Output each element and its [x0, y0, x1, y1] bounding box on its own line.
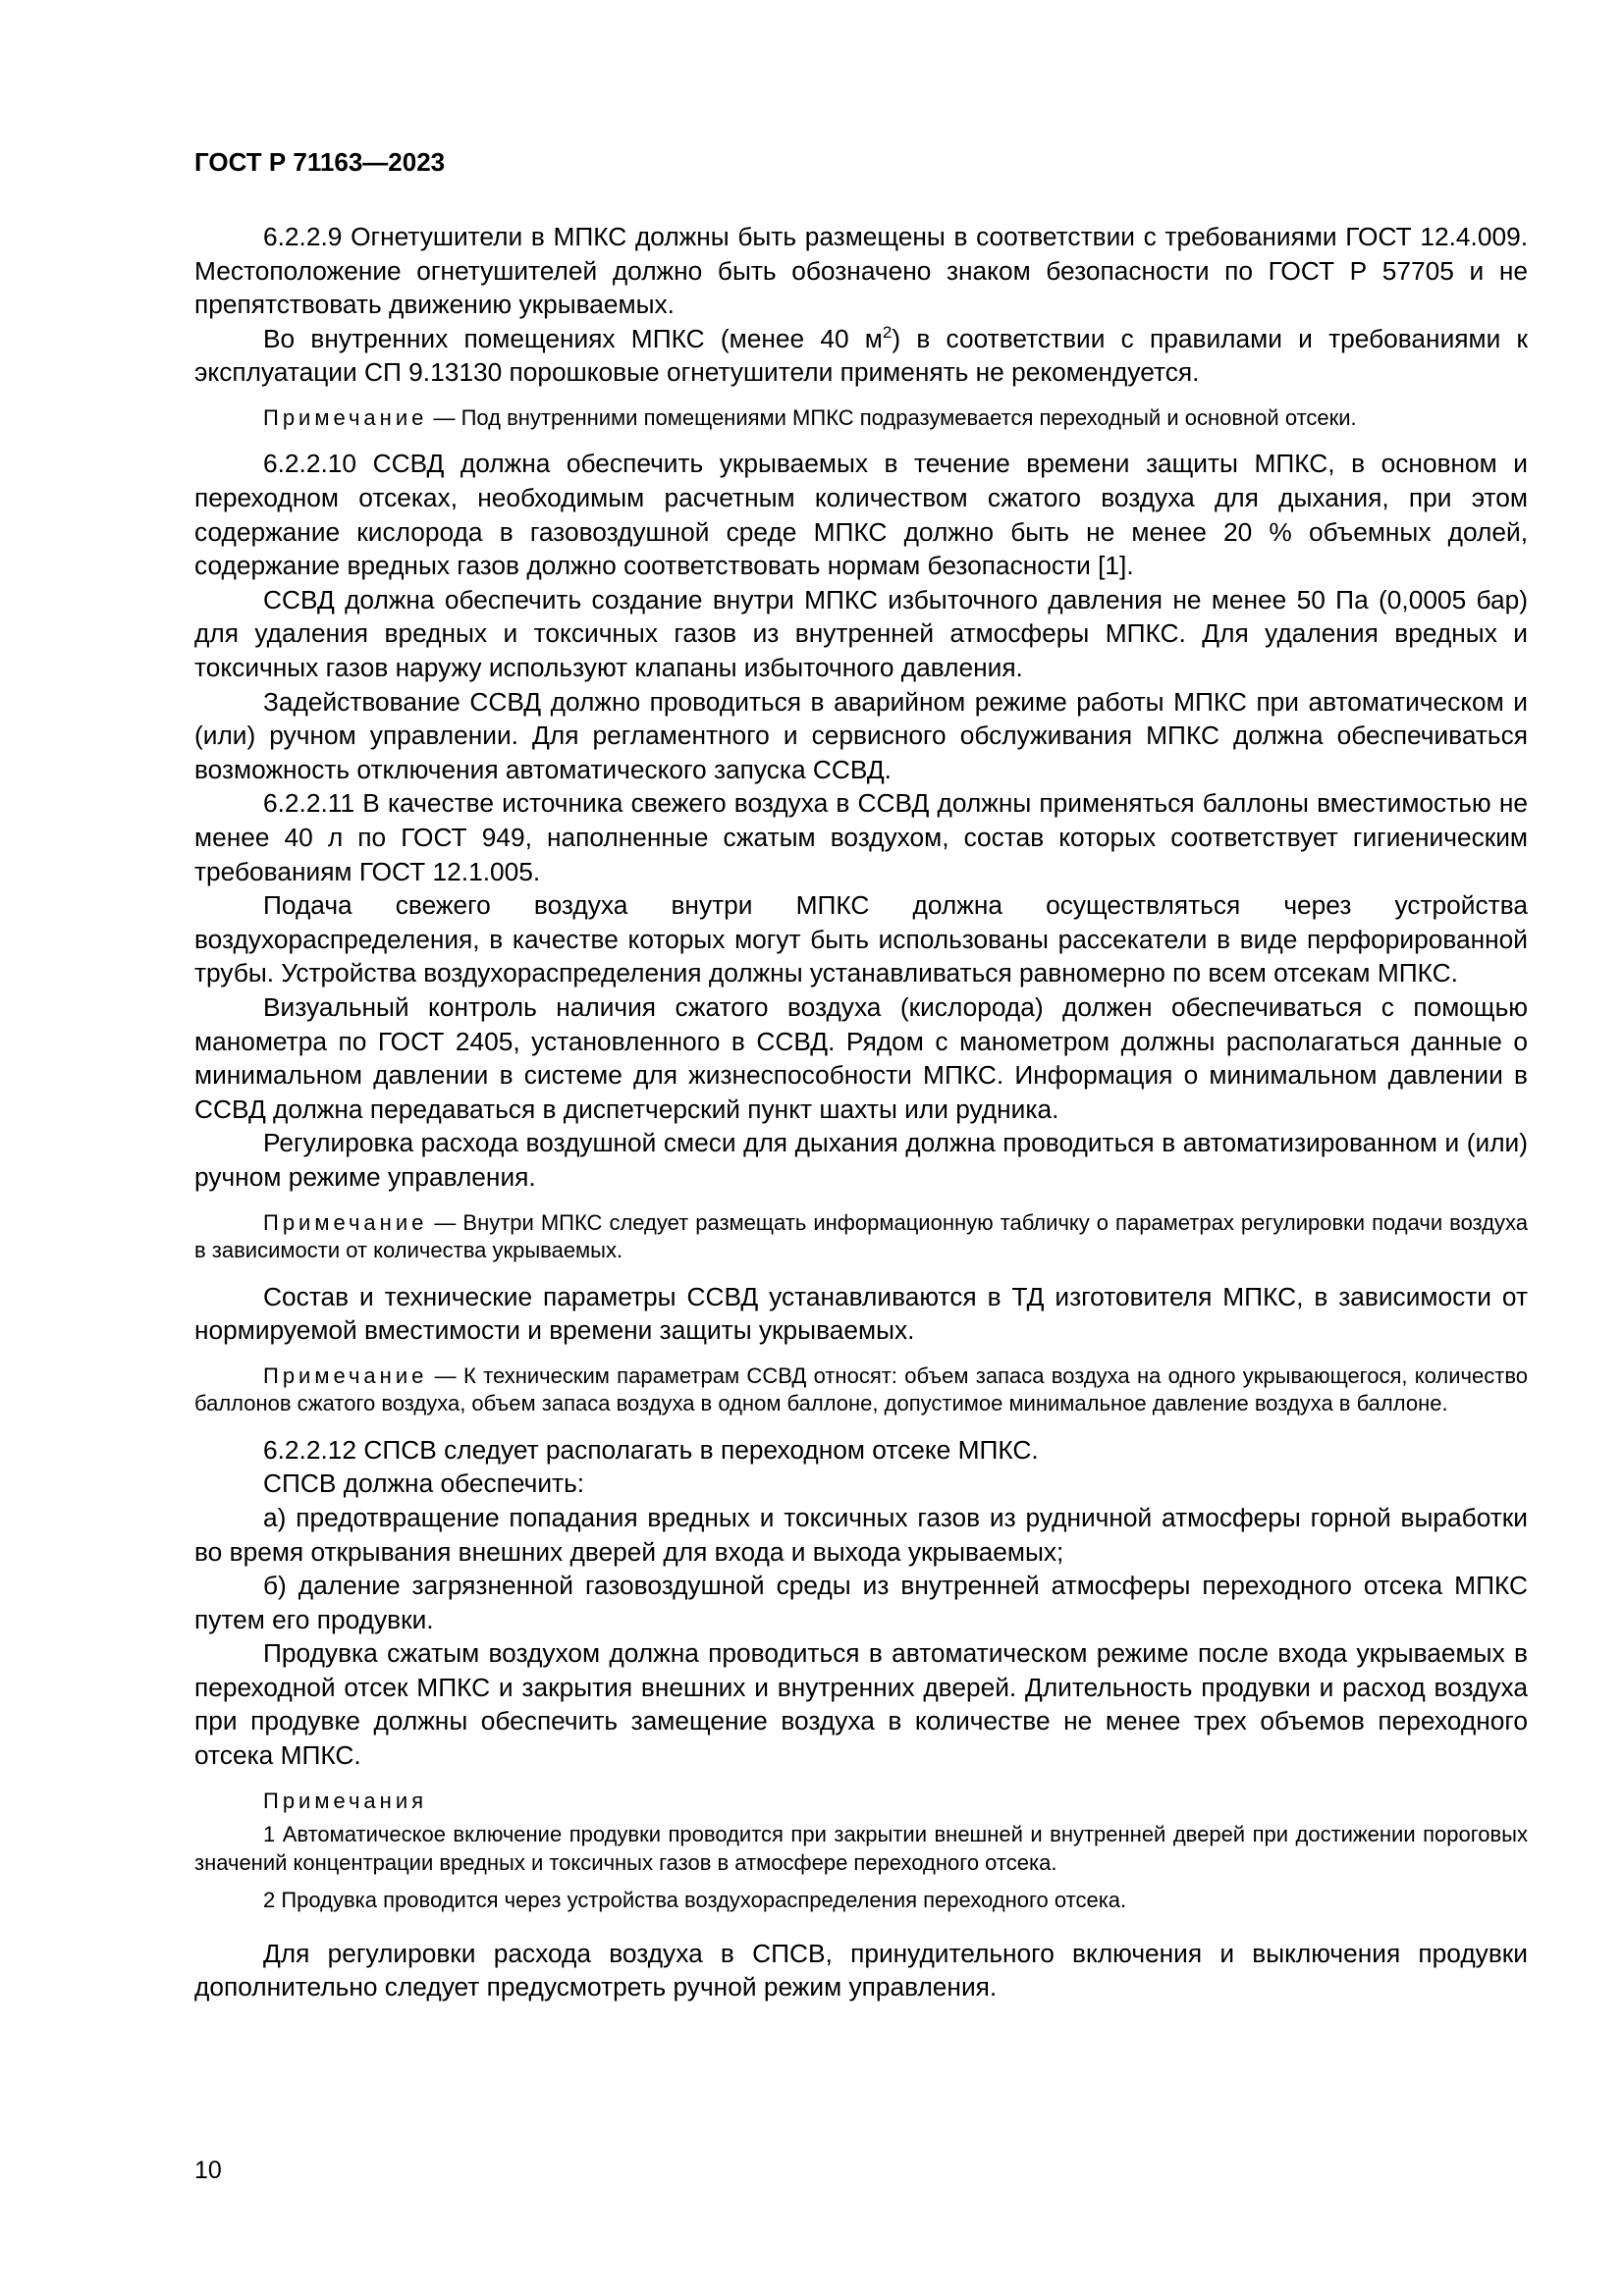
- paragraph-6-2-2-10: 6.2.2.10 ССВД должна обеспечить укрываемых в течение времени защиты МПКС, в основном и переходном отсеках, необходимым расчетным количеством сжатого воздуха для дыхания, при этом содержание кислорода в газовоздушной среде МПКС должно быть не менее 20 % объемных долей, содержание вредных газов должно соответствовать нормам безопасности [1].: [194, 449, 1528, 581]
- note-text: — Под внутренними помещениями МПКС подразумевается переходный и основной отсеки.: [427, 404, 1357, 430]
- paragraph-regulation: Регулировка расхода воздушной смеси для дыхания должна проводиться в автоматизированном и (или) ручном режиме управления.: [194, 1128, 1528, 1192]
- note-internal-rooms: [194, 404, 1528, 433]
- note-label: Примечание: [263, 1362, 428, 1388]
- note-item-1: 1 Автоматическое включение продувки проводится при закрытии внешней и внутренней дверей при достижении пороговых значений концентрации вредных и токсичных газов в атмосфере переходного отсека.: [194, 1822, 1528, 1875]
- paragraph-6-2-2-11: 6.2.2.11 В качестве источника свежего воздуха в ССВД должны применяться баллоны вместимостью не менее 40 л по ГОСТ 949, наполненные сжатым воздухом, состав которых соответствует гигиеническим требованиям ГОСТ 12.1.005.: [194, 788, 1528, 886]
- paragraph-6-2-2-9: 6.2.2.9 Огнетушители в МПКС должны быть размещены в соответствии с требованиями ГОСТ 12.4.009. Местоположение огнетушителей должно быть обозначено знаком безопасности по ГОСТ Р 57705 и не препятствовать движению укрываемых.: [194, 222, 1528, 320]
- note-text: — Внутри МПКС следует размещать информационную табличку о параметрах регулировки подачи воздуха в зависимости от количества укрываемых.: [194, 1209, 1528, 1263]
- paragraph-visual-control: Визуальный контроль наличия сжатого воздуха (кислорода) должен обеспечиваться с помощью манометра по ГОСТ 2405, установленного в ССВД. Рядом с манометром должны располагаться данные о минимальном давлении в системе для жизнеспособности МПКС. Информация о минимальном давлении в ССВД должна передаваться в диспетчерский пункт шахты или рудника.: [194, 991, 1528, 1124]
- paragraph-internal-rooms: [194, 322, 1528, 390]
- paragraph-spsv-must: СПСВ должна обеспечить:: [263, 1468, 585, 1499]
- document-page: [194, 147, 1528, 2004]
- note-label: Примечание: [263, 1209, 428, 1235]
- notes-heading: [194, 1788, 1528, 1816]
- paragraph-composition: Состав и технические параметры ССВД устанавливаются в ТД изготовителя МПКС, в зависимости от нормируемой вместимости и времени защиты укрываемых.: [194, 1281, 1528, 1346]
- note-item-2: 2 Продувка проводится через устройства воздухораспределения переходного отсека.: [263, 1888, 1127, 1913]
- note-text: — К техническим параметрам ССВД относят: объем запаса воздуха на одного укрывающегося, количество баллонов сжатого воздуха, объем запаса воздуха в одном баллоне, допустимое минимальное давление воздуха в баллоне.: [194, 1362, 1528, 1416]
- paragraph-manual-mode: Для регулировки расхода воздуха в СПСВ, принудительного включения и выключения продувки дополнительно следует предусмотреть ручной режим управления.: [194, 1938, 1528, 2002]
- note-label: Примечание: [263, 404, 428, 430]
- note-technical-parameters: [194, 1362, 1528, 1418]
- page-number: 10: [194, 2157, 222, 2184]
- note-info-plate: [194, 1209, 1528, 1265]
- standard-header: ГОСТ Р 71163—2023: [194, 147, 446, 177]
- superscript: 2: [882, 323, 893, 343]
- list-item-b: б) даление загрязненной газовоздушной среды из внутренней атмосферы переходного отсека МПКС путем его продувки.: [194, 1571, 1528, 1634]
- paragraph-text: ) в соответствии с правилами и требованиями к эксплуатации СП 9.13130 порошковые огнетушители применять не рекомендуется.: [194, 323, 1529, 388]
- paragraph-overpressure: ССВД должна обеспечить создание внутри МПКС избыточного давления не менее 50 Па (0,0005 бар) для удаления вредных и токсичных газов из внутренней атмосферы МПКС. Для удаления вредных и токсичных газов наружу используют клапаны избыточного давления.: [194, 584, 1528, 683]
- paragraph-6-2-2-12: 6.2.2.12 СПСВ следует располагать в переходном отсеке МПКС.: [263, 1434, 1039, 1465]
- paragraph-activation: Задействование ССВД должно проводиться в аварийном режиме работы МПКС при автоматическом и (или) ручном управлении. Для регламентного и сервисного обслуживания МПКС должна обеспечиваться возможность отключения автоматического запуска ССВД.: [194, 686, 1528, 784]
- paragraph-purge: Продувка сжатым воздухом должна проводиться в автоматическом режиме после входа укрываемых в переходной отсек МПКС и закрытия внешних и внутренних дверей. Длительность продувки и расход воздуха при продувке должны обеспечить замещение воздуха в количестве не менее трех объемов переходного отсека МПКС.: [194, 1638, 1528, 1771]
- notes-heading-label: Примечания: [263, 1788, 428, 1813]
- paragraph-air-supply: Подача свежего воздуха внутри МПКС должна осуществляться через устройства воздухораспределения, в качестве которых могут быть использованы рассекатели в виде перфорированной трубы. Устройства воздухораспределения должны устанавливаться равномерно по всем отсекам МПКС.: [194, 890, 1528, 988]
- paragraph-text: Во внутренних помещениях МПКС (менее 40 м: [263, 323, 883, 353]
- list-item-a: а) предотвращение попадания вредных и токсичных газов из рудничной атмосферы горной выработки во время открывания внешних дверей для входа и выхода укрываемых;: [194, 1502, 1528, 1567]
